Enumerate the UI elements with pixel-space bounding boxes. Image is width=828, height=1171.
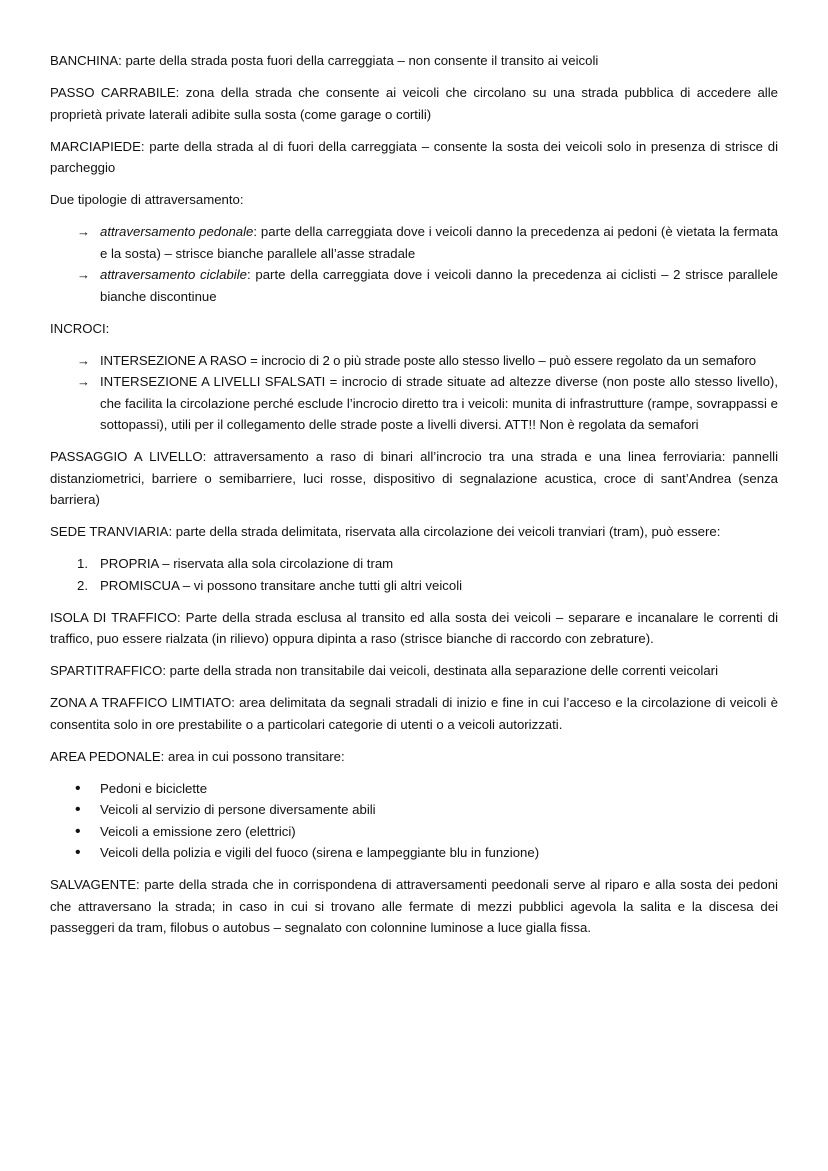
- list-item: [50, 778, 778, 800]
- bullet-icon: •: [75, 844, 81, 861]
- list-number: 2.: [77, 577, 88, 593]
- arrow-icon: →: [77, 224, 90, 239]
- list-item-text: : parte della carreggiata dove i veicoli danno la precedenza ai pedoni (è vietata la fermata e la sosta) – strisce bianche parallele all’asse stradale: [100, 224, 778, 261]
- area-pedonale-list: [50, 778, 778, 864]
- list-item-text: INTERSEZIONE A RASO = incrocio di 2 o più strade poste allo stesso livello – può essere regolato da un semaforo: [100, 352, 756, 368]
- list-item: [50, 553, 778, 575]
- list-item: [50, 264, 778, 307]
- paragraph-passaggio-a-livello: PASSAGGIO A LIVELLO: attraversamento a raso di binari all’incrocio tra una strada e una linea ferroviaria: pannelli distanziometrici, barriere o semibarriere, luci rosse, dispositivo di segnalazione acustica, croce di sant’Andrea (senza barriera): [50, 449, 778, 507]
- paragraph-passo-carrabile: PASSO CARRABILE: zona della strada che consente ai veicoli che circolano su una strada pubblica di accedere alle proprietà private laterali adibite sulla sosta (come garage o cortili): [50, 85, 778, 122]
- paragraph-due-tipologie: Due tipologie di attraversamento:: [50, 192, 244, 207]
- paragraph-banchina: BANCHINA: parte della strada posta fuori della carreggiata – non consente il transito ai veicoli: [50, 53, 599, 68]
- list-item: [50, 842, 778, 864]
- paragraph-area-pedonale: AREA PEDONALE: area in cui possono transitare:: [50, 748, 345, 764]
- paragraph-incroci: INCROCI:: [50, 320, 110, 336]
- paragraph-marciapiede: MARCIAPIEDE: parte della strada al di fuori della carreggiata – consente la sosta dei veicoli solo in presenza di strisce di parcheggio: [50, 138, 778, 175]
- list-item: [50, 350, 778, 372]
- arrow-icon: →: [77, 352, 90, 368]
- arrow-icon: →: [77, 374, 90, 389]
- list-item-text: Veicoli al servizio di persone diversamente abili: [100, 802, 376, 817]
- list-item: [50, 821, 778, 843]
- paragraph-spartitraffico: SPARTITRAFFICO: parte della strada non transitabile dai veicoli, destinata alla separazione delle correnti veicolari: [50, 663, 719, 678]
- bullet-icon: •: [75, 801, 81, 818]
- list-item-text: INTERSEZIONE A LIVELLI SFALSATI = incrocio di strade situate ad altezze diverse (non poste allo stesso livello), che facilita la circolazione perché esclude l’incrocio diretto tra i veicoli: munita di infrastrutture (rampe, sovrappassi e sottopassi), utili per il collegamento delle strade poste a livelli diversi. ATT!! Non è regolata da semafori: [100, 374, 778, 432]
- list-item-text: Pedoni e biciclette: [100, 780, 208, 796]
- list-number: 1.: [77, 556, 88, 571]
- bullet-icon: •: [75, 779, 81, 797]
- attraversamenti-list: [50, 221, 778, 307]
- term-attraversamento-ciclabile: attraversamento ciclabile: [100, 267, 247, 282]
- list-item-text: Veicoli della polizia e vigili del fuoco (sirena e lampeggiante blu in funzione): [100, 845, 540, 860]
- paragraph-ztl: ZONA A TRAFFICO LIMTIATO: area delimitata da segnali stradali di inizio e fine in cui l’acceso e la circolazione di veicoli è consentita solo in ore prestabilite o a particolari categorie di utenti o a veicoli autorizzati.: [50, 695, 778, 732]
- sede-tranviaria-list: [50, 553, 778, 596]
- list-item: [50, 371, 778, 436]
- document-page: [50, 50, 778, 949]
- incroci-list: [50, 350, 778, 436]
- list-item-text: PROPRIA – riservata alla sola circolazione di tram: [100, 556, 394, 571]
- list-item-text: Veicoli a emissione zero (elettrici): [100, 823, 296, 839]
- paragraph-isola-di-traffico: ISOLA DI TRAFFICO: Parte della strada esclusa al transito ed alla sosta dei veicoli – separare e incanalare le correnti di traffico, puo essere rialzata (in rilievo) oppura dipinta a raso (strisce bianche di raccordo con zebrature).: [50, 609, 778, 646]
- paragraph-salvagente: SALVAGENTE: parte della strada che in corrispondena di attraversamenti peedonali serve al riparo e alla sosta dei pedoni che attraversano la strada; in caso in cui si trovano alle fermate di mezzi pubblici agevola la salita e la discesa dei passeggeri da tram, filobus o autobus – segnalato con colonnine luminose a luce gialla fissa.: [50, 877, 778, 935]
- list-item-text: PROMISCUA – vi possono transitare anche tutti gli altri veicoli: [100, 577, 463, 593]
- arrow-icon: →: [77, 267, 90, 282]
- list-item-text: : parte della carreggiata dove i veicoli danno la precedenza ai ciclisti – 2 strisce parallele bianche discontinue: [100, 267, 778, 304]
- paragraph-sede-tranviaria: SEDE TRANVIARIA: parte della strada delimitata, riservata alla circolazione dei veicoli tranviari (tram), può essere:: [50, 524, 721, 539]
- term-attraversamento-pedonale: attraversamento pedonale: [100, 224, 254, 239]
- bullet-icon: •: [75, 822, 81, 840]
- list-item: [50, 799, 778, 821]
- list-item: [50, 221, 778, 264]
- list-item: [50, 575, 778, 597]
